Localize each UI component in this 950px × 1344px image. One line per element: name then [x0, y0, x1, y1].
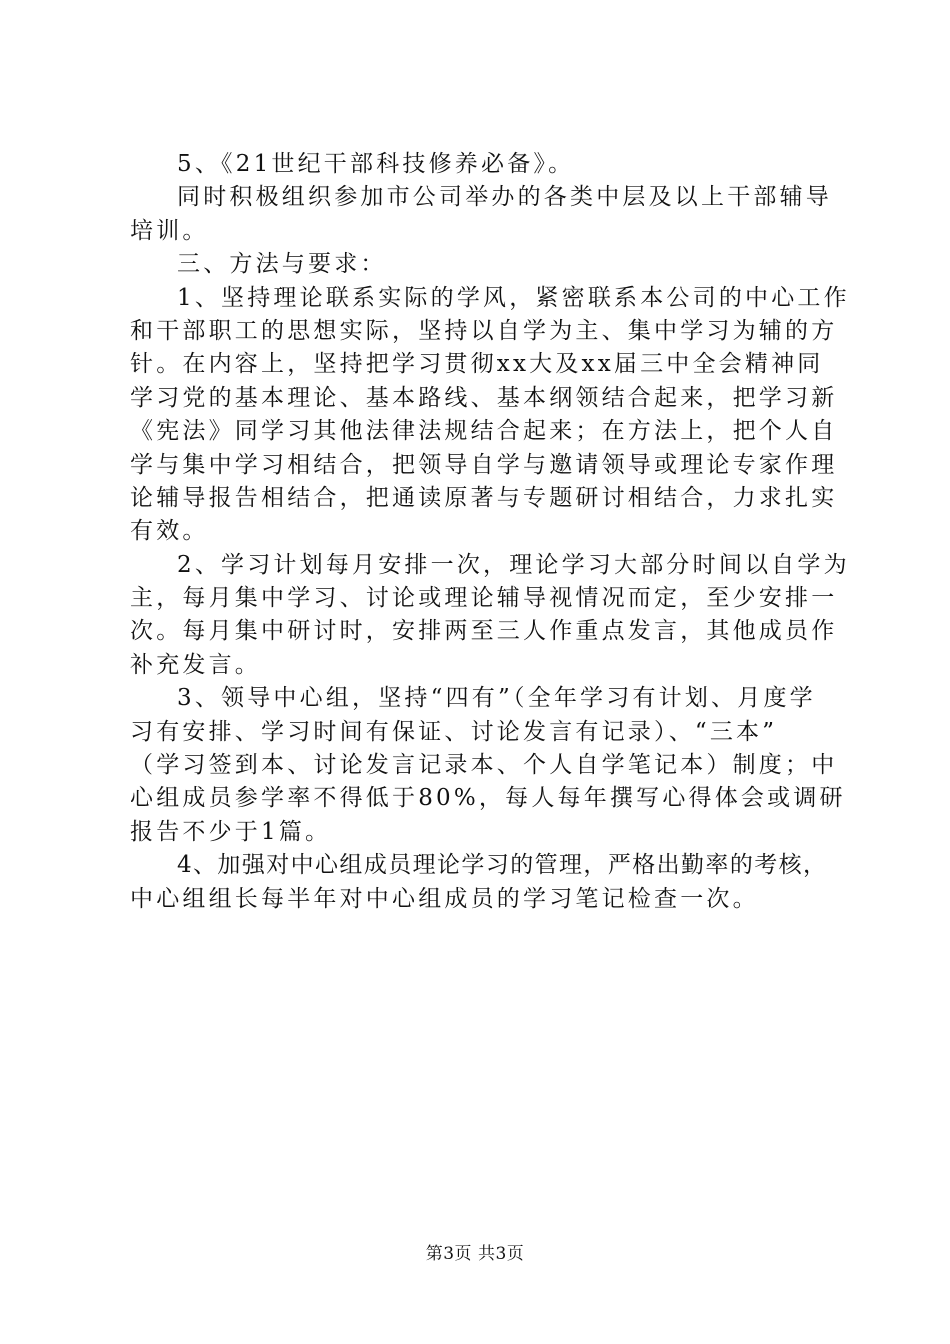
- paragraph-line: 有效。: [130, 518, 209, 545]
- paragraph-line: 2、学习计划每月安排一次，理论学习大部分时间以自学为: [177, 551, 850, 578]
- paragraph-line: 学习党的基本理论、基本路线、基本纲领结合起来，把学习新: [130, 384, 838, 411]
- paragraph-line: 4、加强对中心组成员理论学习的管理，严格出勤率的考核，: [177, 852, 828, 879]
- paragraph-line: （学习签到本、讨论发言记录本、个人自学笔记本）制度；中: [130, 752, 838, 779]
- paragraph-line: 学与集中学习相结合，把领导自学与邀请领导或理论专家作理: [130, 451, 838, 478]
- paragraph-line: 针。在内容上，坚持把学习贯彻xx大及xx届三中全会精神同: [130, 351, 824, 378]
- paragraph-line: 3、领导中心组，坚持“四有”（全年学习有计划、月度学: [177, 685, 816, 712]
- paragraph-line: 中心组组长每半年对中心组成员的学习笔记检查一次。: [130, 885, 759, 912]
- paragraph-line: 次。每月集中研讨时，安排两至三人作重点发言，其他成员作: [130, 618, 838, 645]
- paragraph-line: 《宪法》同学习其他法律法规结合起来；在方法上，把个人自: [130, 418, 838, 445]
- paragraph-line: 报告不少于1篇。: [130, 818, 332, 845]
- section-heading: 三、方法与要求：: [177, 251, 387, 278]
- paragraph-line: 培训。: [130, 217, 209, 244]
- paragraph-line: 习有安排、学习时间有保证、讨论发言有记录）、“三本”: [130, 718, 778, 745]
- paragraph-line: 主，每月集中学习、讨论或理论辅导视情况而定，至少安排一: [130, 585, 838, 612]
- paragraph-line: 1、坚持理论联系实际的学风，紧密联系本公司的中心工作: [177, 284, 850, 311]
- page-number-footer: 第3页 共3页: [425, 1244, 525, 1264]
- paragraph-line: 同时积极组织参加市公司举办的各类中层及以上干部辅导: [177, 184, 832, 211]
- paragraph-line: 心组成员参学率不得低于80%，每人每年撰写心得体会或调研: [130, 785, 846, 812]
- paragraph-line: 5、《21世纪干部科技修养必备》。: [177, 151, 575, 177]
- paragraph-line: 和干部职工的思想实际，坚持以自学为主、集中学习为辅的方: [130, 317, 838, 344]
- paragraph-line: 论辅导报告相结合，把通读原著与专题研讨相结合，力求扎实: [130, 484, 838, 511]
- document-body: [130, 148, 850, 916]
- paragraph-line: 补充发言。: [130, 651, 261, 678]
